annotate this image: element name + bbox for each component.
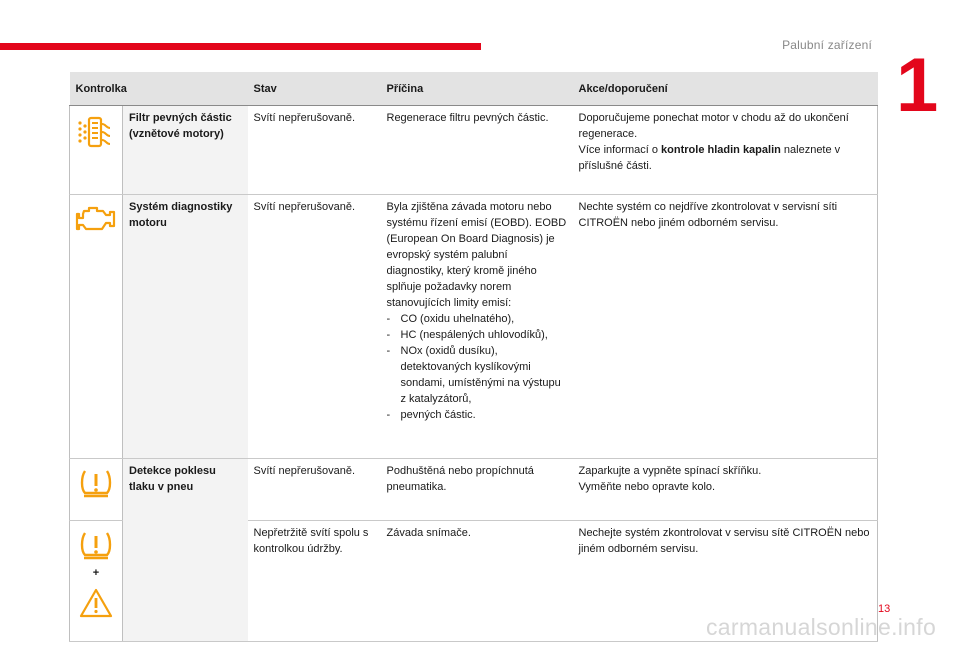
table-row bbox=[70, 459, 878, 521]
column-header-stav: Stav bbox=[248, 72, 381, 106]
indicator-name: Filtr pevných částic (vznětové motory) bbox=[123, 106, 248, 195]
action-link-text: kontrole hladin kapalin bbox=[661, 144, 781, 156]
section-title: Palubní zařízení bbox=[782, 38, 872, 52]
icon-cell bbox=[70, 459, 123, 521]
action-text: Zaparkujte a vypněte spínací skříňku. bbox=[578, 465, 762, 477]
list-item: - pevných částic. bbox=[386, 409, 476, 421]
tyre-pressure-icon bbox=[78, 467, 114, 501]
engine-diagnostic-icon bbox=[75, 203, 117, 233]
icon-cell bbox=[70, 106, 123, 195]
watermark: carmanualsonline.info bbox=[706, 614, 937, 640]
list-item: - HC (nespálených uhlovodíků), bbox=[386, 329, 548, 341]
cause-text: Regenerace filtru pevných částic. bbox=[381, 106, 573, 195]
chapter-number: 1 bbox=[896, 43, 939, 128]
table-row bbox=[70, 195, 878, 459]
action-text: Doporučujeme ponechat motor v chodu až do ukončení regenerace. bbox=[578, 112, 849, 140]
warning-triangle-icon bbox=[78, 587, 114, 619]
state-text: Nepřetržitě svítí spolu s kontrolkou údržby. bbox=[248, 521, 381, 642]
warning-lights-table bbox=[69, 72, 878, 642]
column-header-kontrolka: Kontrolka bbox=[70, 72, 248, 106]
state-text: Svítí nepřerušovaně. bbox=[248, 459, 381, 521]
action-text-more bbox=[579, 142, 872, 174]
icon-cell bbox=[70, 521, 123, 642]
column-header-pricina: Příčina bbox=[381, 72, 573, 106]
state-text: Svítí nepřerušovaně. bbox=[248, 195, 381, 459]
cause-cell bbox=[381, 195, 573, 459]
indicator-name: Systém diagnostiky motoru bbox=[123, 195, 248, 459]
cause-text: Podhuštěná nebo propíchnutá pneumatika. bbox=[381, 459, 573, 521]
header-red-line bbox=[0, 43, 481, 50]
column-header-akce: Akce/doporučení bbox=[573, 72, 878, 106]
icon-joiner: + bbox=[92, 567, 100, 579]
action-text: Nechejte systém zkontrolovat v servisu sítě CITROËN nebo jiném odborném servisu. bbox=[573, 521, 878, 642]
action-text: Nechte systém co nejdříve zkontrolovat v servisní síti CITROËN nebo jiném odborném servisu. bbox=[573, 195, 878, 459]
list-item: - NOx (oxidů dusíku), detektovaných kyslíkovými sondami, umístěnými na výstupu z katalyzátorů, bbox=[386, 345, 561, 405]
page-number: 13 bbox=[878, 603, 891, 615]
state-text: Svítí nepřerušovaně. bbox=[248, 106, 381, 195]
list-item: - CO (oxidu uhelnatého), bbox=[386, 313, 515, 325]
cause-text: Závada snímače. bbox=[381, 521, 573, 642]
action-text: Vyměňte nebo opravte kolo. bbox=[578, 481, 716, 493]
table-row bbox=[70, 106, 878, 195]
table-header-row bbox=[70, 72, 878, 106]
indicator-name: Detekce poklesu tlaku v pneu bbox=[123, 459, 248, 642]
action-cell bbox=[573, 106, 878, 195]
icon-cell bbox=[70, 195, 123, 459]
particle-filter-warning-icon bbox=[76, 114, 116, 150]
action-text-part: naleznete v příslušné části. bbox=[578, 144, 841, 172]
tyre-pressure-icon bbox=[78, 529, 114, 563]
action-cell bbox=[573, 459, 878, 521]
action-text-part: Více informací o bbox=[578, 144, 662, 156]
cause-text: Byla zjištěna závada motoru nebo systému řízení emisí (EOBD). EOBD (European On Board Diagnosis) je evropský systém palubní diagnostiky, který kromě jiného splňuje požadavky norem stanovujících limity emisí: bbox=[386, 201, 567, 309]
